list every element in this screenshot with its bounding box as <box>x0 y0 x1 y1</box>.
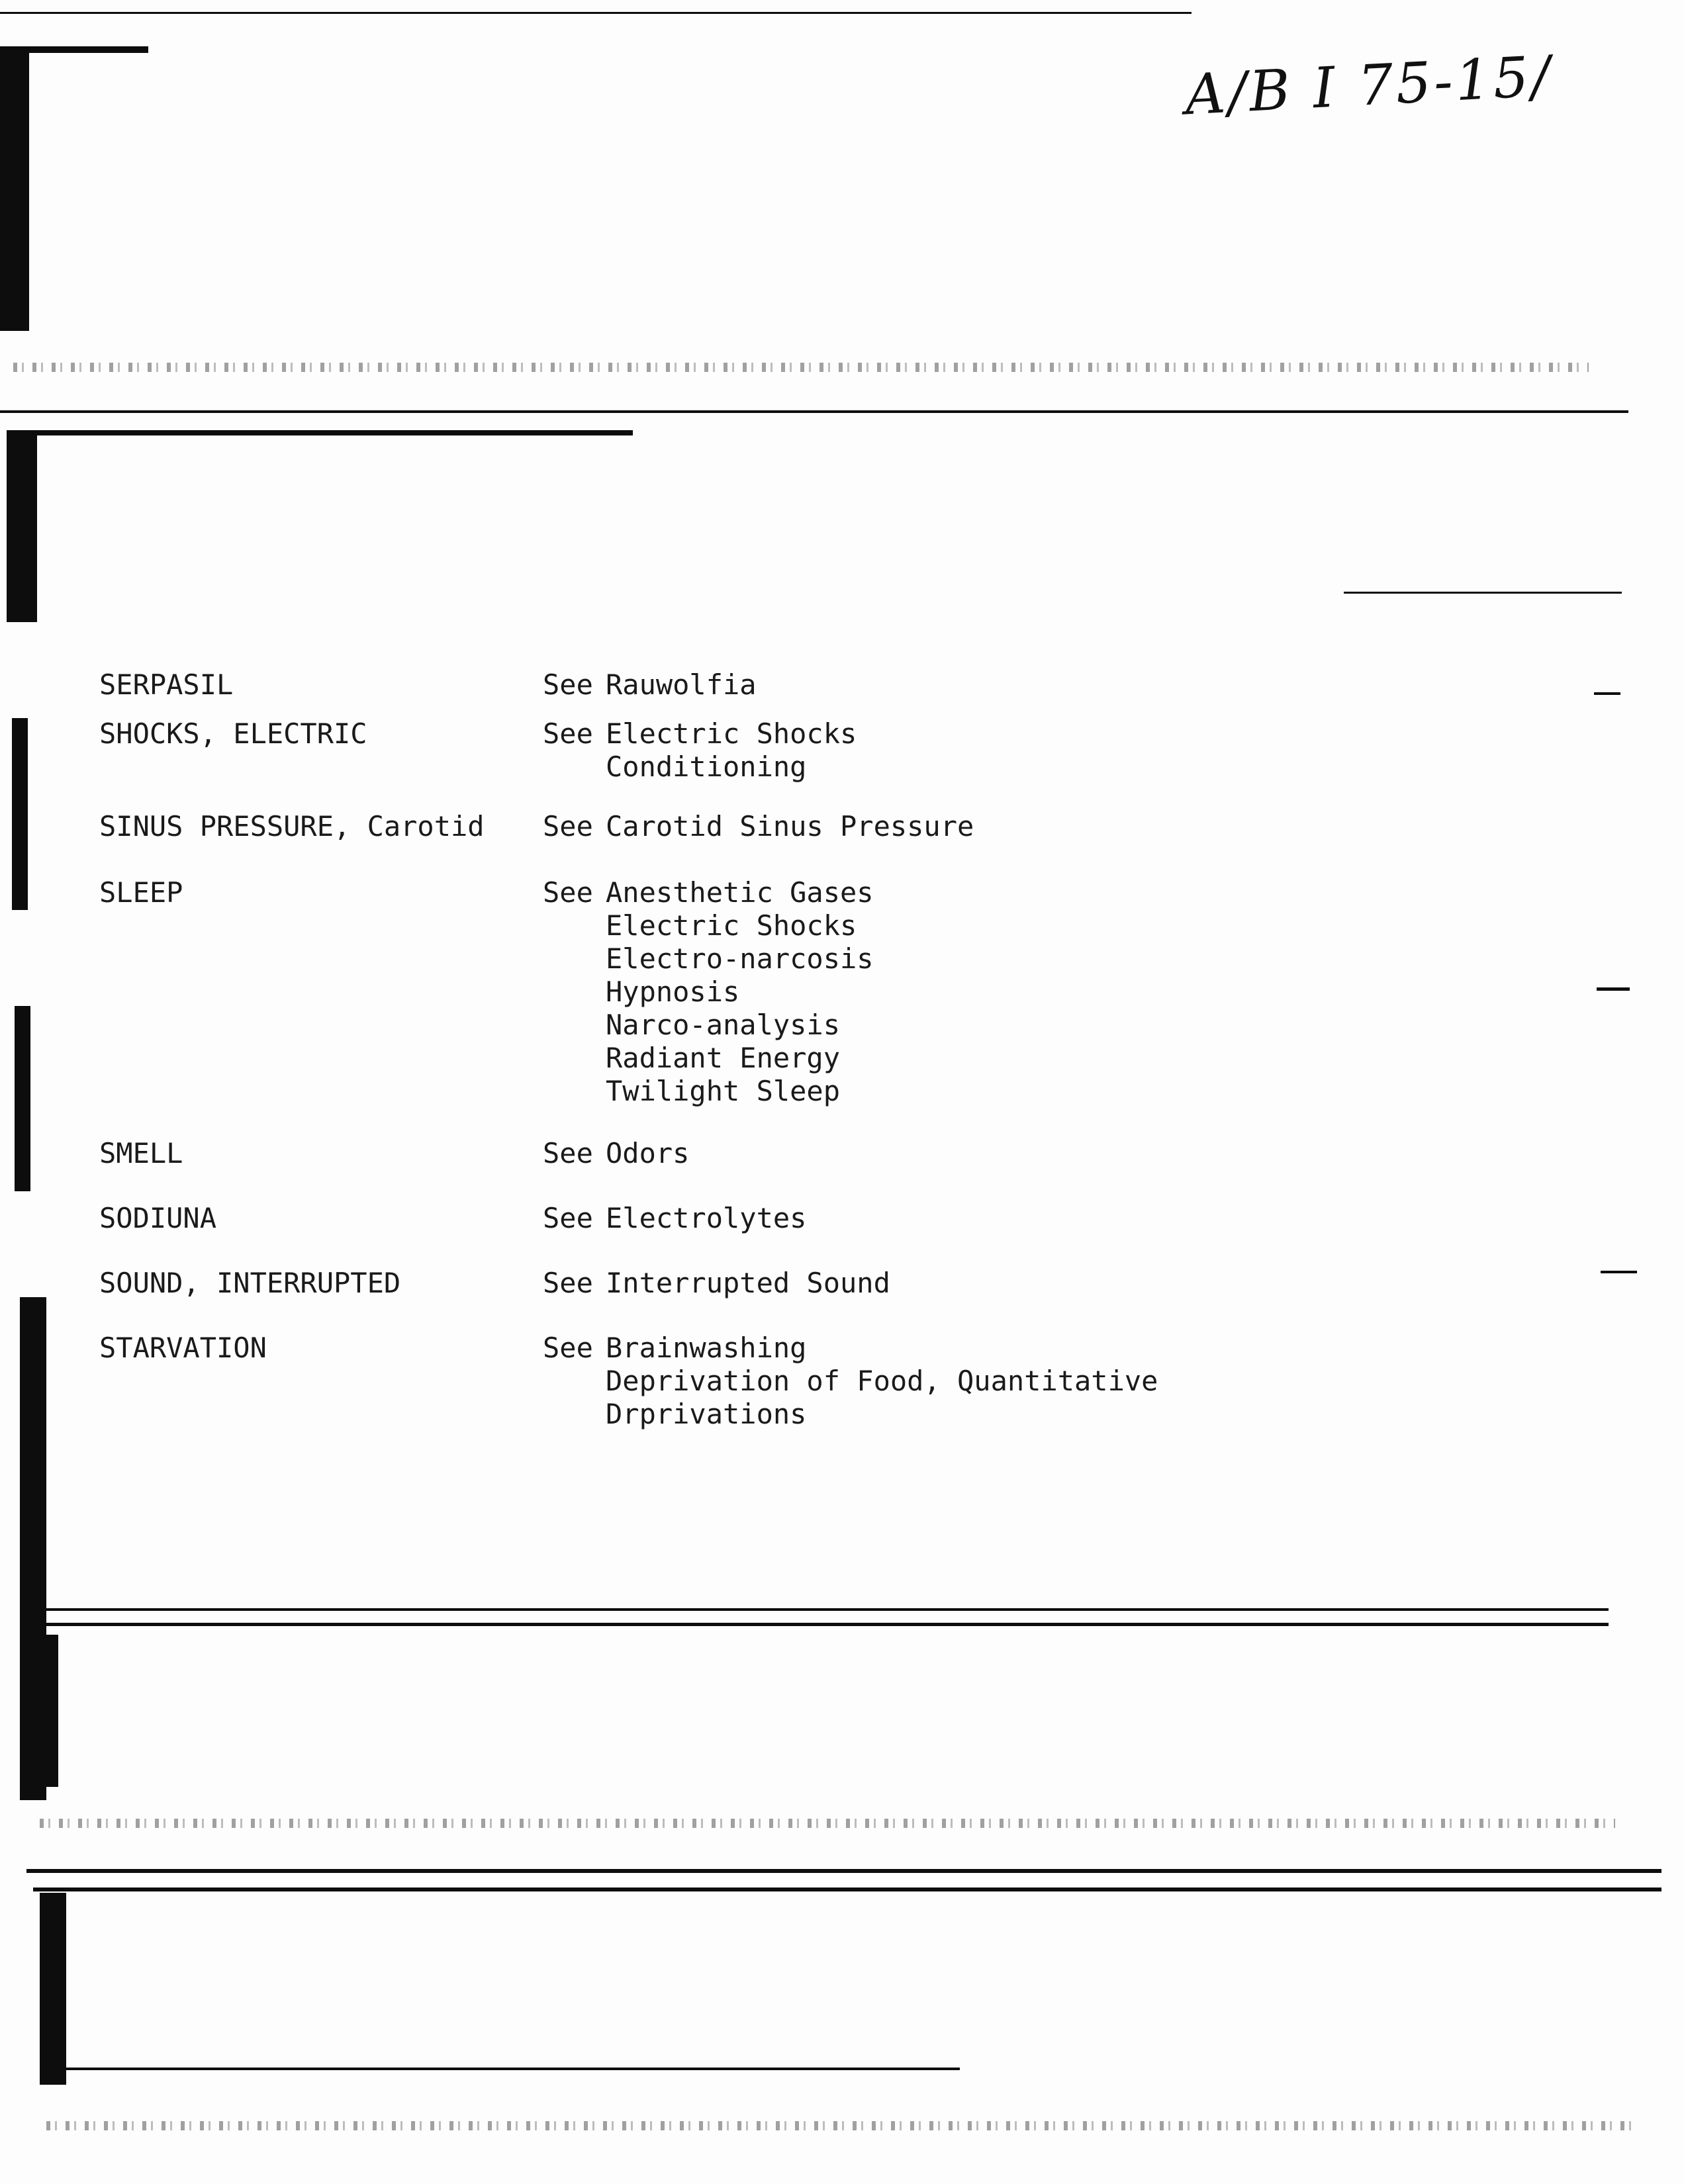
entry-ref: Electrolytes <box>606 1202 807 1234</box>
entry-ref: Odors <box>606 1137 690 1169</box>
entry-ref: Narco-analysis <box>606 1009 841 1041</box>
entry-ref: Twilight Sleep <box>606 1075 841 1107</box>
see-label: See <box>543 1137 593 1169</box>
entry-ref: Carotid Sinus Pressure <box>606 810 974 842</box>
scan-artifact-top-rule <box>0 12 1192 14</box>
scan-artifact-tick <box>1597 987 1630 991</box>
entry-refs <box>606 1267 890 1300</box>
entry-refs <box>606 668 757 702</box>
entry-term: SLEEP <box>99 876 183 909</box>
scan-artifact-noise <box>46 2121 1635 2130</box>
scan-artifact-margin-bar <box>12 718 28 910</box>
entry-term: SODIUNA <box>99 1202 217 1234</box>
entry-ref: Rauwolfia <box>606 668 757 701</box>
entry-refs <box>606 717 857 784</box>
scan-artifact-rule <box>1344 592 1622 594</box>
scan-artifact-noise <box>13 363 1589 372</box>
see-label: See <box>543 668 593 701</box>
scan-artifact-left-bar <box>37 430 633 435</box>
see-label: See <box>543 1332 593 1364</box>
scan-artifact-rule <box>33 1888 1661 1891</box>
entry-ref: Drprivations <box>606 1398 807 1430</box>
entry-term: SINUS PRESSURE, Carotid <box>99 810 485 842</box>
entry-ref: Anesthetic Gases <box>606 876 874 909</box>
scan-artifact-rule <box>0 410 1628 413</box>
scan-artifact-rule <box>33 1623 1609 1626</box>
handwritten-annotation: A/B I 75-15/ <box>1183 43 1554 128</box>
entry-ref: Radiant Energy <box>606 1042 841 1074</box>
see-label: See <box>543 810 593 842</box>
see-label: See <box>543 1267 593 1299</box>
entry-refs <box>606 1137 689 1170</box>
see-label: See <box>543 1202 593 1234</box>
entry-ref: Electro-narcosis <box>606 942 874 975</box>
entry-refs <box>606 1332 1158 1431</box>
see-label: See <box>543 717 593 750</box>
entry-ref: Hypnosis <box>606 976 740 1008</box>
scan-artifact-left-bar <box>40 1893 66 2085</box>
scan-artifact-left-bar <box>29 46 148 53</box>
scan-artifact-tick <box>1594 692 1620 695</box>
entry-refs <box>606 1202 806 1235</box>
entry-term: SMELL <box>99 1137 183 1169</box>
entry-term: STARVATION <box>99 1332 267 1364</box>
see-label: See <box>543 876 593 909</box>
entry-ref: Electric Shocks <box>606 717 857 750</box>
scan-artifact-left-bar <box>0 46 29 331</box>
entry-ref: Interrupted Sound <box>606 1267 890 1299</box>
scan-artifact-rule <box>66 2068 960 2070</box>
scan-artifact-noise <box>40 1819 1615 1828</box>
scan-artifact-rule <box>26 1869 1661 1873</box>
scan-artifact-tick <box>1601 1271 1637 1273</box>
scan-artifact-margin-bar <box>15 1006 30 1191</box>
scan-artifact-rule <box>46 1608 1609 1611</box>
entry-ref: Deprivation of Food, Quantitative <box>606 1365 1158 1397</box>
entry-refs <box>606 810 974 843</box>
entry-term: SOUND, INTERRUPTED <box>99 1267 401 1299</box>
scan-artifact-left-bar <box>7 430 37 622</box>
entry-term: SERPASIL <box>99 668 234 701</box>
entry-ref: Electric Shocks <box>606 909 857 942</box>
entry-refs <box>606 876 874 1108</box>
entry-ref: Conditioning <box>606 751 807 783</box>
entry-term: SHOCKS, ELECTRIC <box>99 717 367 750</box>
scan-artifact-left-bar <box>32 1635 58 1787</box>
entry-ref: Brainwashing <box>606 1332 807 1364</box>
